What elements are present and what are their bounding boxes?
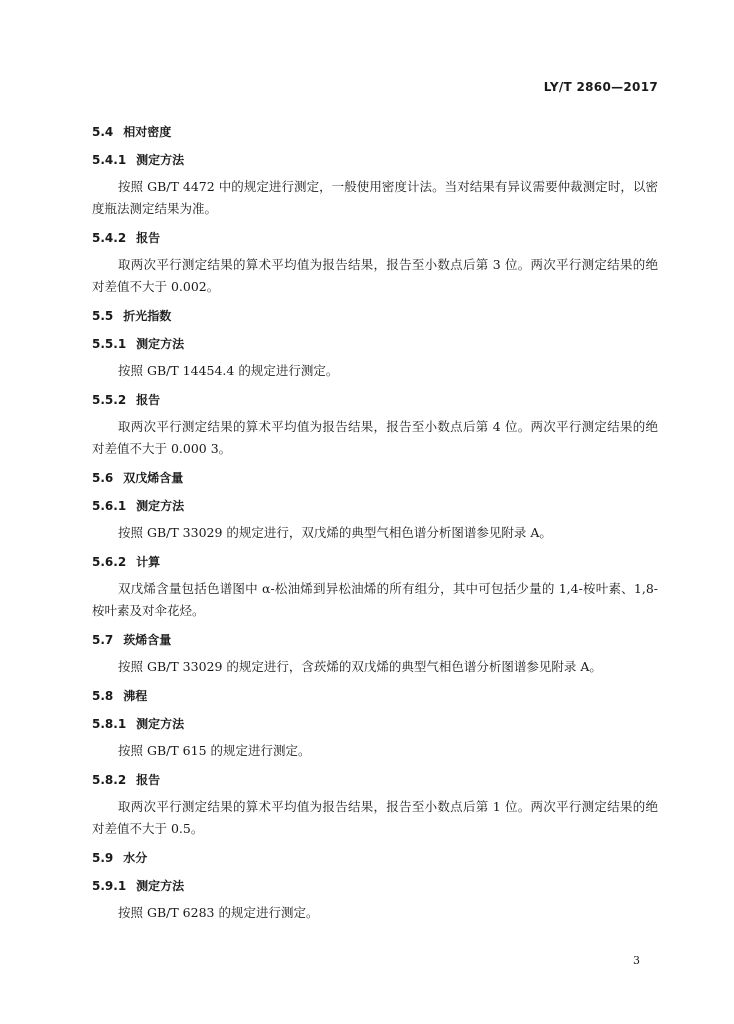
section-heading-5-6-1	[92, 492, 658, 520]
section-number: 5.4.2	[92, 231, 127, 245]
section-paragraph: 取两次平行测定结果的算术平均值为报告结果，报告至小数点后第 4 位。两次平行测定结果的绝对差值不大于 0.000 3。	[92, 419, 658, 456]
section-heading-5-9	[92, 844, 658, 872]
section-heading-5-4-1	[92, 146, 658, 174]
section-title: 双戊烯含量	[123, 471, 184, 485]
section-title: 测定方法	[136, 499, 185, 513]
section-paragraph: 按照 GB/T 33029 的规定进行，含莰烯的双戊烯的典型气相色谱分析图谱参见附录 A。	[118, 659, 602, 674]
section-number: 5.7	[92, 633, 114, 647]
section-title: 相对密度	[123, 125, 172, 139]
section-title: 计算	[136, 555, 161, 569]
section-paragraph: 按照 GB/T 4472 中的规定进行测定，一般使用密度计法。当对结果有异议需要仲裁测定时，以密度瓶法测定结果为准。	[92, 179, 658, 216]
section-number: 5.4	[92, 125, 114, 139]
section-number: 5.6.2	[92, 555, 127, 569]
document-body	[92, 118, 658, 928]
section-paragraph: 取两次平行测定结果的算术平均值为报告结果，报告至小数点后第 3 位。两次平行测定结果的绝对差值不大于 0.002。	[92, 257, 658, 294]
section-number: 5.9.1	[92, 879, 127, 893]
section-heading-5-7	[92, 626, 658, 654]
section-heading-5-4-2	[92, 224, 658, 252]
section-heading-5-8-1	[92, 710, 658, 738]
section-number: 5.5	[92, 309, 114, 323]
section-number: 5.5.1	[92, 337, 127, 351]
section-title: 测定方法	[136, 717, 185, 731]
section-number: 5.8	[92, 689, 114, 703]
section-title: 折光指数	[123, 309, 172, 323]
section-number: 5.9	[92, 851, 114, 865]
section-heading-5-6-2	[92, 548, 658, 576]
page-number: 3	[633, 954, 640, 967]
section-heading-5-5	[92, 302, 658, 330]
section-heading-5-8-2	[92, 766, 658, 794]
standard-code: LY/T 2860—2017	[543, 80, 658, 94]
section-heading-5-9-1	[92, 872, 658, 900]
section-number: 5.8.2	[92, 773, 127, 787]
section-title: 水分	[123, 851, 148, 865]
section-heading-5-5-1	[92, 330, 658, 358]
section-heading-5-5-2	[92, 386, 658, 414]
section-paragraph: 按照 GB/T 14454.4 的规定进行测定。	[118, 363, 339, 378]
section-title: 报告	[136, 393, 161, 407]
section-paragraph: 取两次平行测定结果的算术平均值为报告结果，报告至小数点后第 1 位。两次平行测定结果的绝对差值不大于 0.5。	[92, 799, 658, 836]
section-number: 5.6.1	[92, 499, 127, 513]
section-title: 报告	[136, 231, 161, 245]
section-paragraph: 按照 GB/T 33029 的规定进行，双戊烯的典型气相色谱分析图谱参见附录 A。	[118, 525, 552, 540]
section-heading-5-6	[92, 464, 658, 492]
section-paragraph: 按照 GB/T 615 的规定进行测定。	[118, 743, 311, 758]
section-title: 测定方法	[136, 879, 185, 893]
section-title: 报告	[136, 773, 161, 787]
section-number: 5.6	[92, 471, 114, 485]
section-title: 测定方法	[136, 337, 185, 351]
section-paragraph: 按照 GB/T 6283 的规定进行测定。	[118, 905, 319, 920]
section-title: 测定方法	[136, 153, 185, 167]
section-number: 5.5.2	[92, 393, 127, 407]
section-heading-5-4	[92, 118, 658, 146]
section-number: 5.4.1	[92, 153, 127, 167]
section-heading-5-8	[92, 682, 658, 710]
section-number: 5.8.1	[92, 717, 127, 731]
section-title: 沸程	[123, 689, 148, 703]
section-paragraph: 双戊烯含量包括色谱图中 α-松油烯到异松油烯的所有组分，其中可包括少量的 1,4-桉叶素、1,8-桉叶素及对伞花烃。	[92, 581, 658, 618]
section-title: 莰烯含量	[123, 633, 172, 647]
